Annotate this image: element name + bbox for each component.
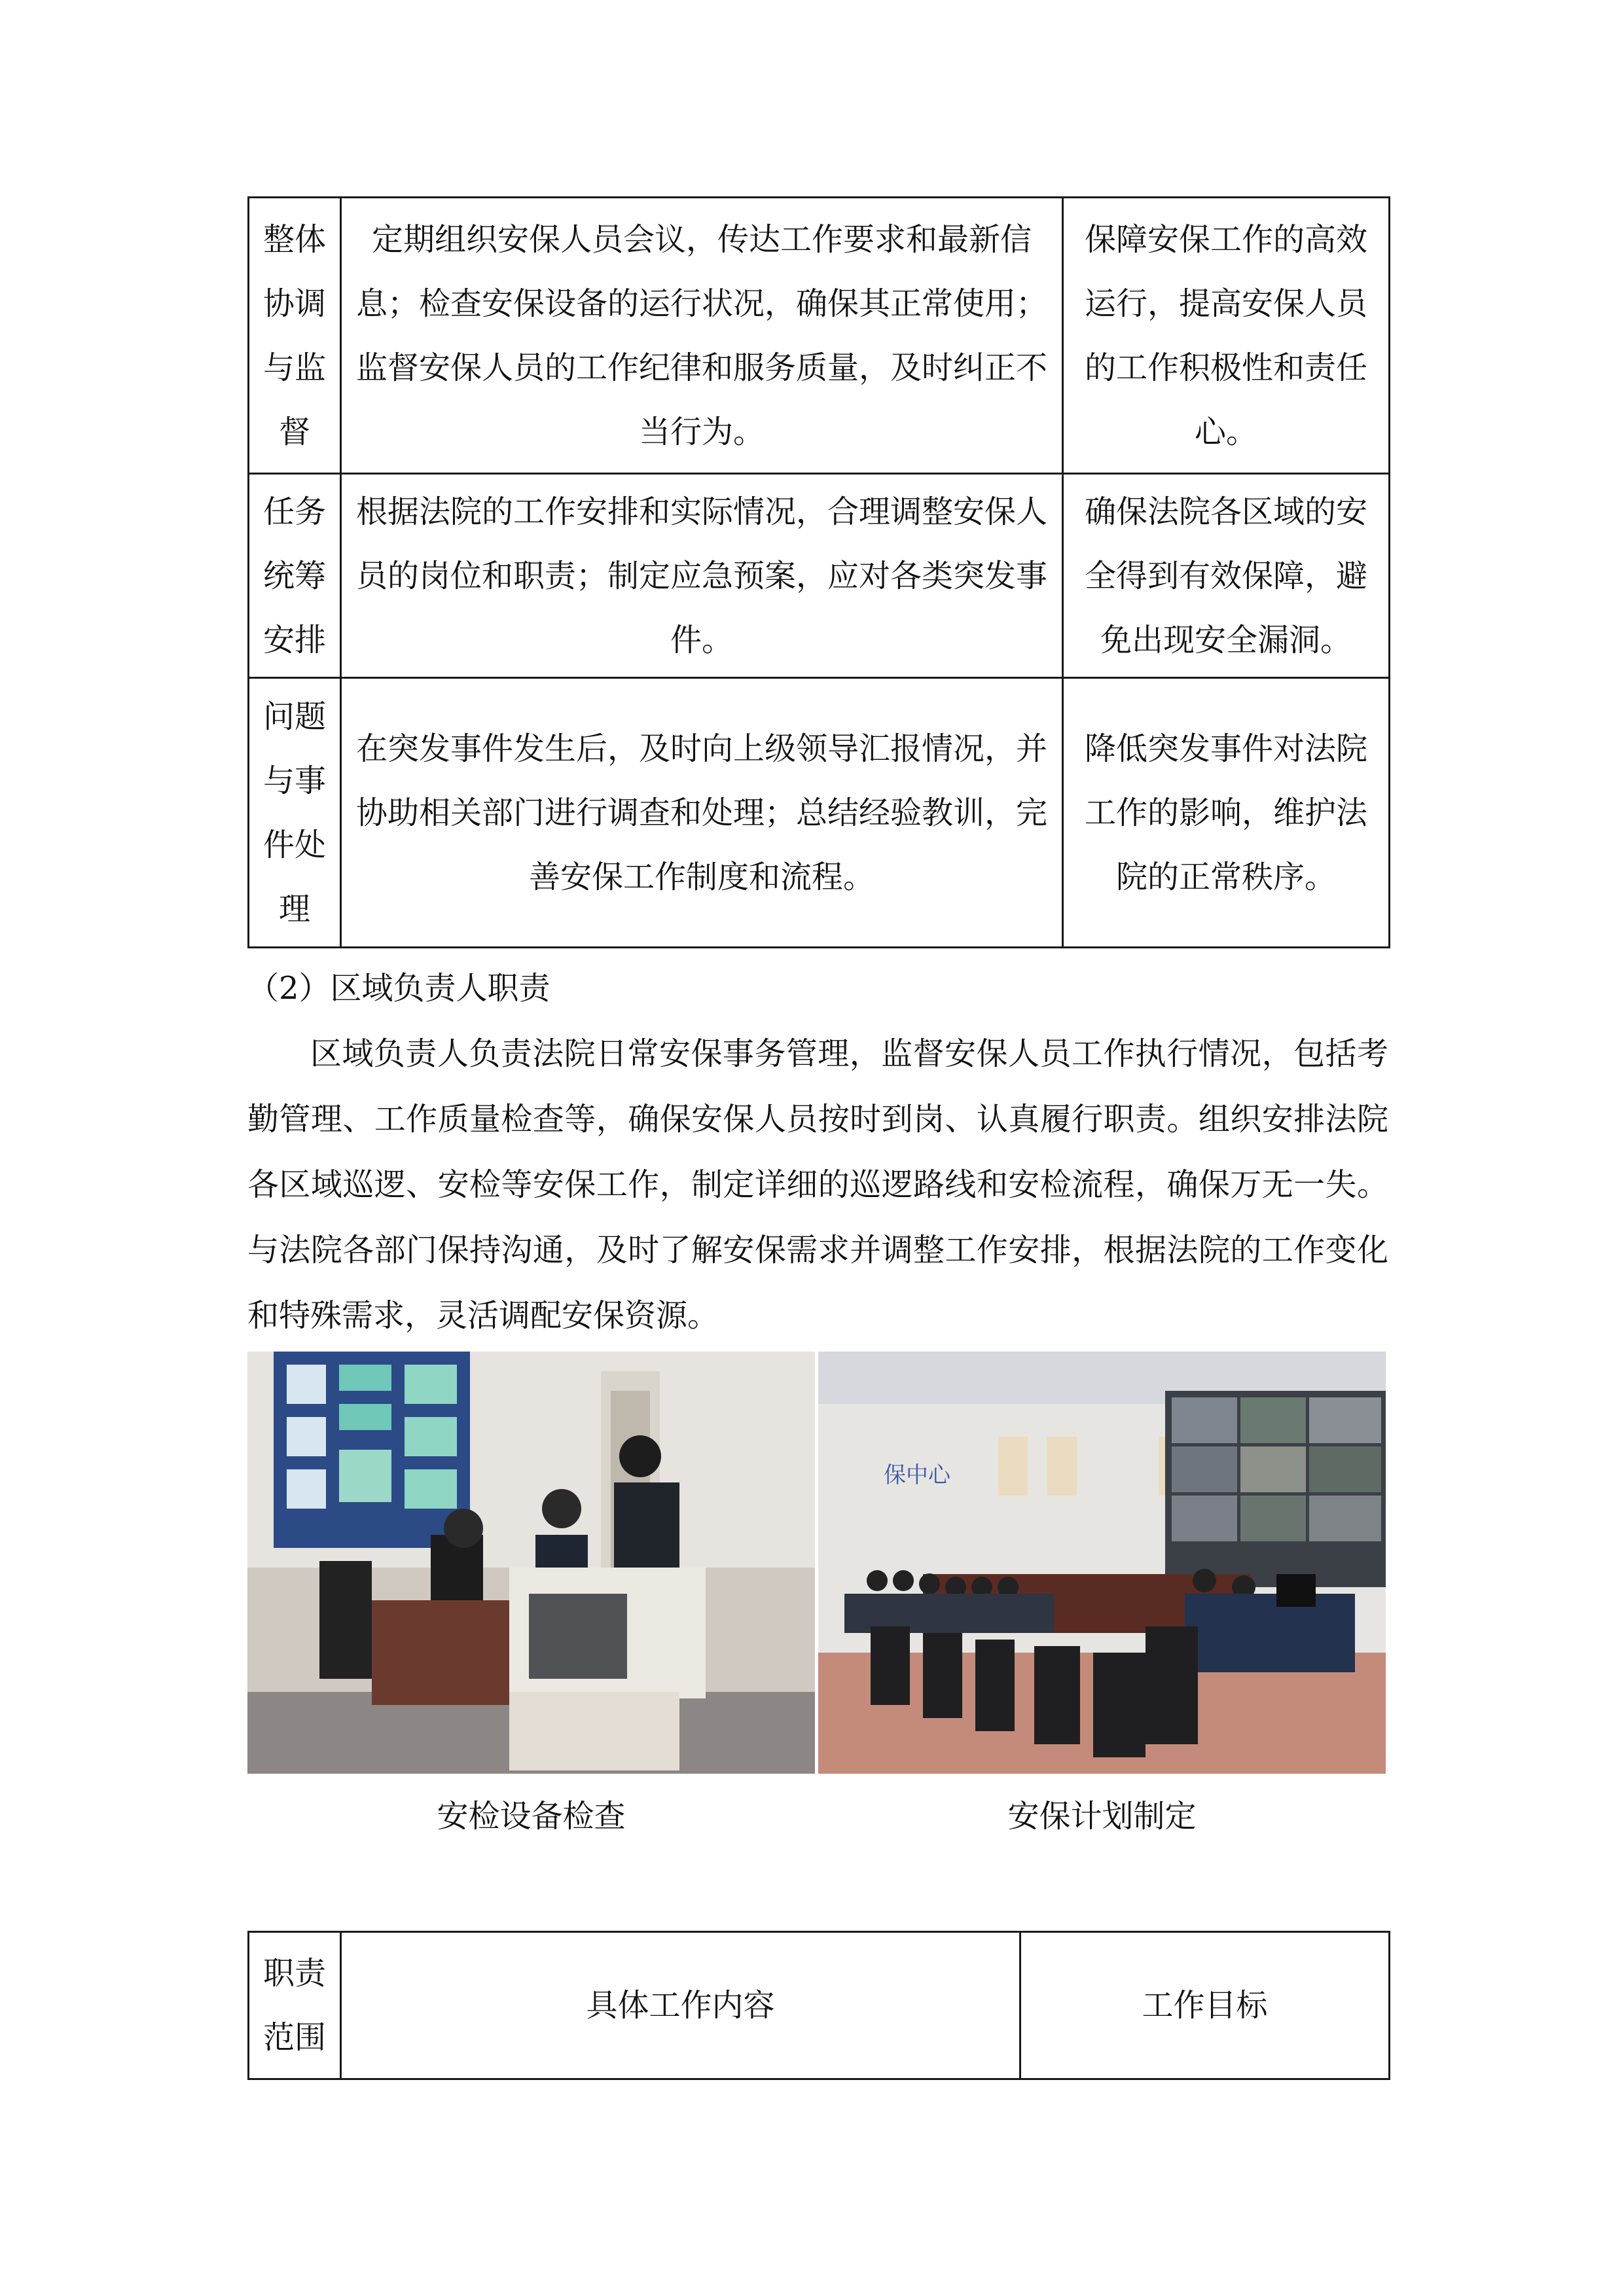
chair <box>923 1633 962 1718</box>
chair <box>975 1640 1015 1731</box>
security-planning-photo <box>818 1352 1386 1774</box>
goal-cell: 保障安保工作的高效运行，提高安保人员的工作积极性和责任心。 <box>1063 198 1390 474</box>
scope-cell: 任务统筹安排 <box>249 474 341 678</box>
scope-header: 职责范围 <box>249 1932 341 2079</box>
duties-table-2 <box>247 1931 1390 2080</box>
right-photo-caption: 安保计划制定 <box>1007 1798 1197 1835</box>
table-header-row <box>249 1932 1390 2079</box>
body-paragraph: 区域负责人负责法院日常安保事务管理，监督安保人员工作执行情况，包括考勤管理、工作质量检查等，确保安保人员按时到岗、认真履行职责。组织安排法院各区域巡逻、安检等安保工作，制定详细的巡逻路线和安检流程，确保万无一失。与法院各部门保持沟通，及时了解安保需求并调整工作安排，根据法院的工作变化和特殊需求，灵活调配安保资源。 <box>247 1035 1388 1334</box>
scope-cell: 问题与事件处理 <box>249 678 341 948</box>
goal-cell: 确保法院各区域的安全得到有效保障，避免出现安全漏洞。 <box>1063 474 1390 678</box>
content-cell: 根据法院的工作安排和实际情况，合理调整安保人员的岗位和职责；制定应急预案，应对各类突发事件。 <box>341 474 1063 678</box>
content-cell: 定期组织安保人员会议，传达工作要求和最新信息；检查安保设备的运行状况，确保其正常使用；监督安保人员的工作纪律和服务质量，及时纠正不当行为。 <box>341 198 1063 474</box>
table-row <box>249 474 1390 678</box>
goal-header: 工作目标 <box>1020 1932 1390 2079</box>
security-check-photo <box>247 1352 815 1774</box>
content-cell: 在突发事件发生后，及时向上级领导汇报情况，并协助相关部门进行调查和处理；总结经验教训，完善安保工作制度和流程。 <box>341 678 1063 948</box>
scope-cell: 整体协调与监督 <box>249 198 341 474</box>
wall-sign: 保中心 <box>884 1462 950 1488</box>
chair <box>1034 1646 1080 1744</box>
chair <box>1146 1626 1198 1744</box>
left-photo-caption: 安检设备检查 <box>437 1798 626 1835</box>
chair <box>871 1626 910 1705</box>
goal-cell: 降低突发事件对法院工作的影响，维护法院的正常秩序。 <box>1063 678 1390 948</box>
table-row <box>249 678 1390 948</box>
content-header: 具体工作内容 <box>341 1932 1020 2079</box>
section-heading: （2）区域负责人职责 <box>247 970 550 1007</box>
chair <box>1093 1653 1146 1757</box>
duties-table-1 <box>247 196 1390 948</box>
table-row <box>249 198 1390 474</box>
